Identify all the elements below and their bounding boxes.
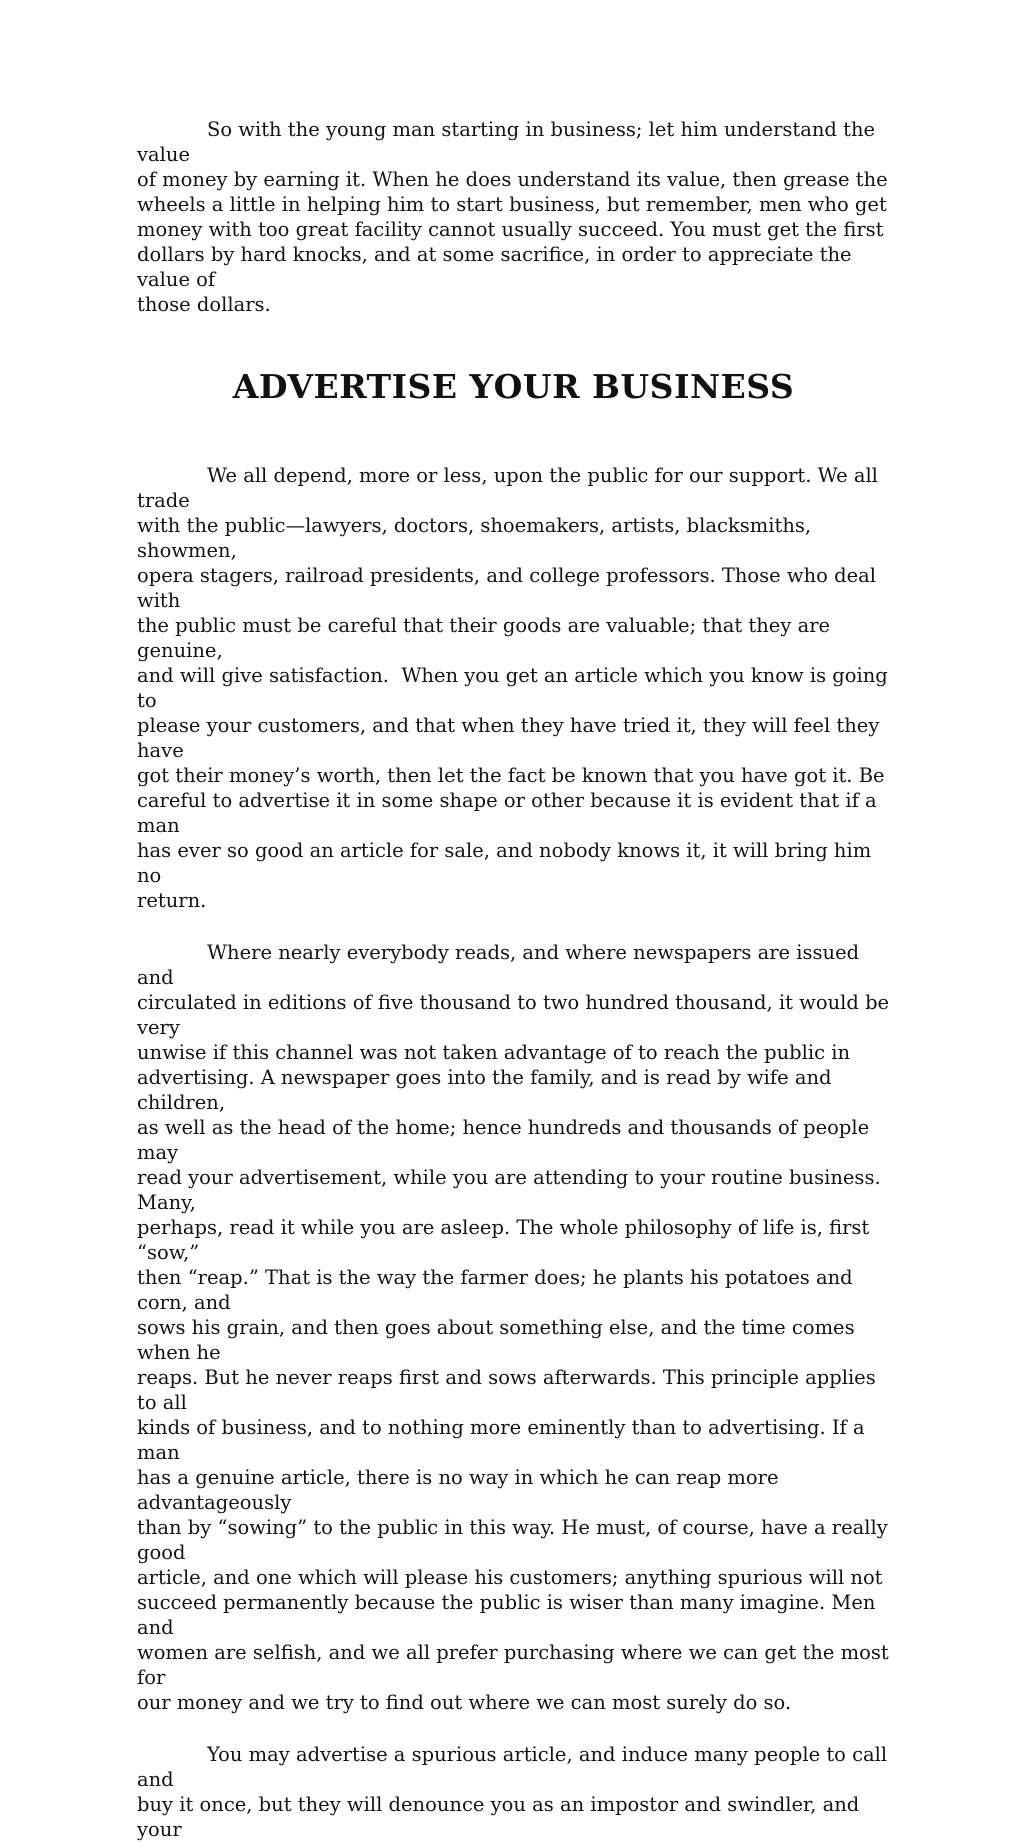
text-line: reaps. But he never reaps first and sows afterwards. This principle applies to all: [137, 1366, 882, 1414]
text-line: read your advertisement, while you are attending to your routine business. Many,: [137, 1166, 887, 1214]
paragraph-public-support: [137, 463, 894, 913]
text-line: our money and we try to find out where we can most surely do so.: [137, 1691, 792, 1714]
text-line: opera stagers, railroad presidents, and college professors. Those who deal with: [137, 564, 883, 612]
text-line: than by “sowing” to the public in this way. He must, of course, have a really good: [137, 1516, 894, 1564]
text-line: perhaps, read it while you are asleep. The whole philosophy of life is, first “sow,”: [137, 1216, 876, 1264]
text-line: as well as the head of the home; hence hundreds and thousands of people may: [137, 1116, 876, 1164]
text-line: wheels a little in helping him to start business, but remember, men who get: [137, 193, 887, 216]
text-line: has ever so good an article for sale, and nobody knows it, it will bring him no: [137, 839, 878, 887]
chapter-heading: ADVERTISE YOUR BUSINESS: [232, 367, 795, 406]
text-line: You may advertise a spurious article, and induce many people to call and: [137, 1743, 894, 1791]
text-line: We all depend, more or less, upon the public for our support. We all trade: [137, 464, 885, 512]
text-line: advertising. A newspaper goes into the family, and is read by wife and children,: [137, 1066, 838, 1114]
text-line: please your customers, and that when they have tried it, they will feel they have: [137, 714, 886, 762]
text-line: careful to advertise it in some shape or other because it is evident that if a man: [137, 789, 883, 837]
text-line: succeed permanently because the public is wiser than many imagine. Men and: [137, 1591, 882, 1639]
text-line: Where nearly everybody reads, and where newspapers are issued and: [137, 941, 866, 989]
text-line: article, and one which will please his customers; anything spurious will not: [137, 1566, 883, 1589]
text-line: circulated in editions of five thousand to two hundred thousand, it would be very: [137, 991, 896, 1039]
text-line: with the public—lawyers, doctors, shoemakers, artists, blacksmiths, showmen,: [137, 514, 818, 562]
text-line: got their money’s worth, then let the fact be known that you have got it. Be: [137, 764, 885, 787]
text-line: those dollars.: [137, 293, 271, 316]
paragraph-newspaper-advertising: [137, 940, 896, 1715]
text-line: buy it once, but they will denounce you as an impostor and swindler, and your: [137, 1793, 866, 1841]
text-line: and will give satisfaction. When you get an article which you know is going to: [137, 664, 894, 712]
text-line: sows his grain, and then goes about something else, and the time comes when he: [137, 1316, 861, 1364]
text-line: unwise if this channel was not taken advantage of to reach the public in: [137, 1041, 851, 1064]
text-line: of money by earning it. When he does understand its value, then grease the: [137, 168, 888, 191]
paragraph-money-value: [137, 117, 890, 317]
paragraph-spurious-article: [137, 1742, 894, 1842]
text-line: kinds of business, and to nothing more eminently than to advertising. If a man: [137, 1416, 871, 1464]
text-line: has a genuine article, there is no way in which he can reap more advantageously: [137, 1466, 785, 1514]
text-line: dollars by hard knocks, and at some sacrifice, in order to appreciate the value of: [137, 243, 858, 291]
text-line: return.: [137, 889, 207, 912]
text-line: the public must be careful that their goods are valuable; that they are genuine,: [137, 614, 837, 662]
text-line: money with too great facility cannot usually succeed. You must get the first: [137, 218, 884, 241]
text-line: So with the young man starting in business; let him understand the value: [137, 118, 882, 166]
text-line: then “reap.” That is the way the farmer does; he plants his potatoes and corn, and: [137, 1266, 859, 1314]
text-line: women are selfish, and we all prefer purchasing where we can get the most for: [137, 1641, 895, 1689]
